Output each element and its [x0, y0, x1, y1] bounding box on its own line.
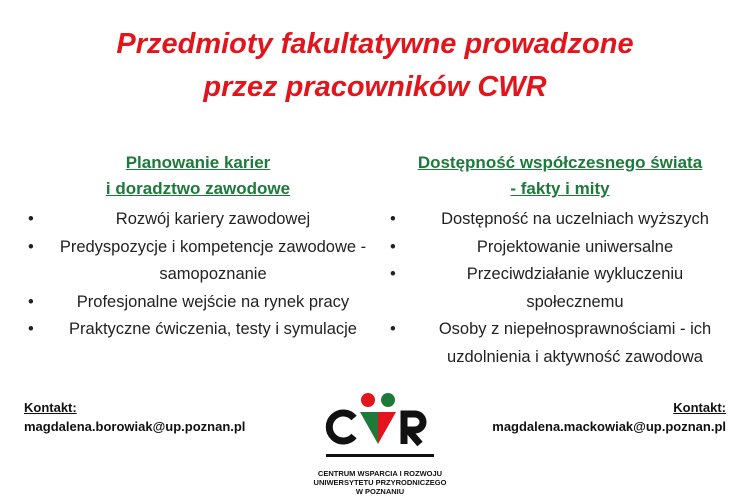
bullet-icon: • [28, 237, 34, 256]
left-column [28, 150, 368, 344]
cwr-logo [300, 388, 460, 496]
right-heading-1: Dostępność współczesnego świata [417, 153, 703, 172]
right-list [390, 206, 730, 371]
contact-label: Kontakt: [673, 400, 726, 415]
bullet-icon: • [28, 210, 34, 228]
list-item: • Praktyczne ćwiczenia, testy i symulacje [28, 316, 368, 344]
contact-email-link[interactable]: magdalena.mackowiak@up.poznan.pl [492, 419, 726, 434]
contact-right [492, 398, 726, 436]
list-item: • Osoby z niepełnosprawnościami - ich uzdolnienia i aktywność zawodowa [390, 316, 730, 371]
bullet-icon: • [390, 265, 396, 283]
left-list [28, 206, 368, 344]
bullet-icon: • [390, 320, 396, 338]
title-line-2: przez pracowników CWR [203, 71, 547, 103]
bullet-icon: • [28, 320, 34, 338]
list-item: • Rozwój kariery zawodowej [28, 206, 368, 234]
title-line-1: Przedmioty fakultatywne prowadzone [116, 28, 634, 60]
list-item: • Dostępność na uczelniach wyższych [390, 206, 730, 234]
contact-email-link[interactable]: magdalena.borowiak@up.poznan.pl [24, 419, 246, 434]
bullet-icon: • [28, 292, 34, 311]
list-item: • Projektowanie uniwersalne [390, 234, 730, 262]
contact-left [24, 398, 245, 436]
bullet-icon: • [390, 237, 396, 256]
logo-caption: CENTRUM WSPARCIA I ROZWOJU UNIWERSYTETU PRZYRODNICZEGO W POZNANIU [313, 469, 447, 496]
list-item: • Predyspozycje i kompetencje zawodowe - samopoznanie [28, 234, 368, 289]
list-item: • Profesjonalne wejście na rynek pracy [28, 289, 368, 317]
left-heading-1: Planowanie karier [125, 153, 271, 172]
list-item: • Przeciwdziałanie wykluczeniu społecznemu [390, 261, 730, 316]
contact-label: Kontakt: [24, 400, 77, 415]
left-heading-2: i doradztwo zawodowe [105, 179, 291, 198]
right-column [390, 150, 730, 371]
bullet-icon: • [390, 210, 396, 228]
right-heading-2: - fakty i mity [510, 179, 610, 198]
cwr-logo-icon [320, 388, 440, 460]
